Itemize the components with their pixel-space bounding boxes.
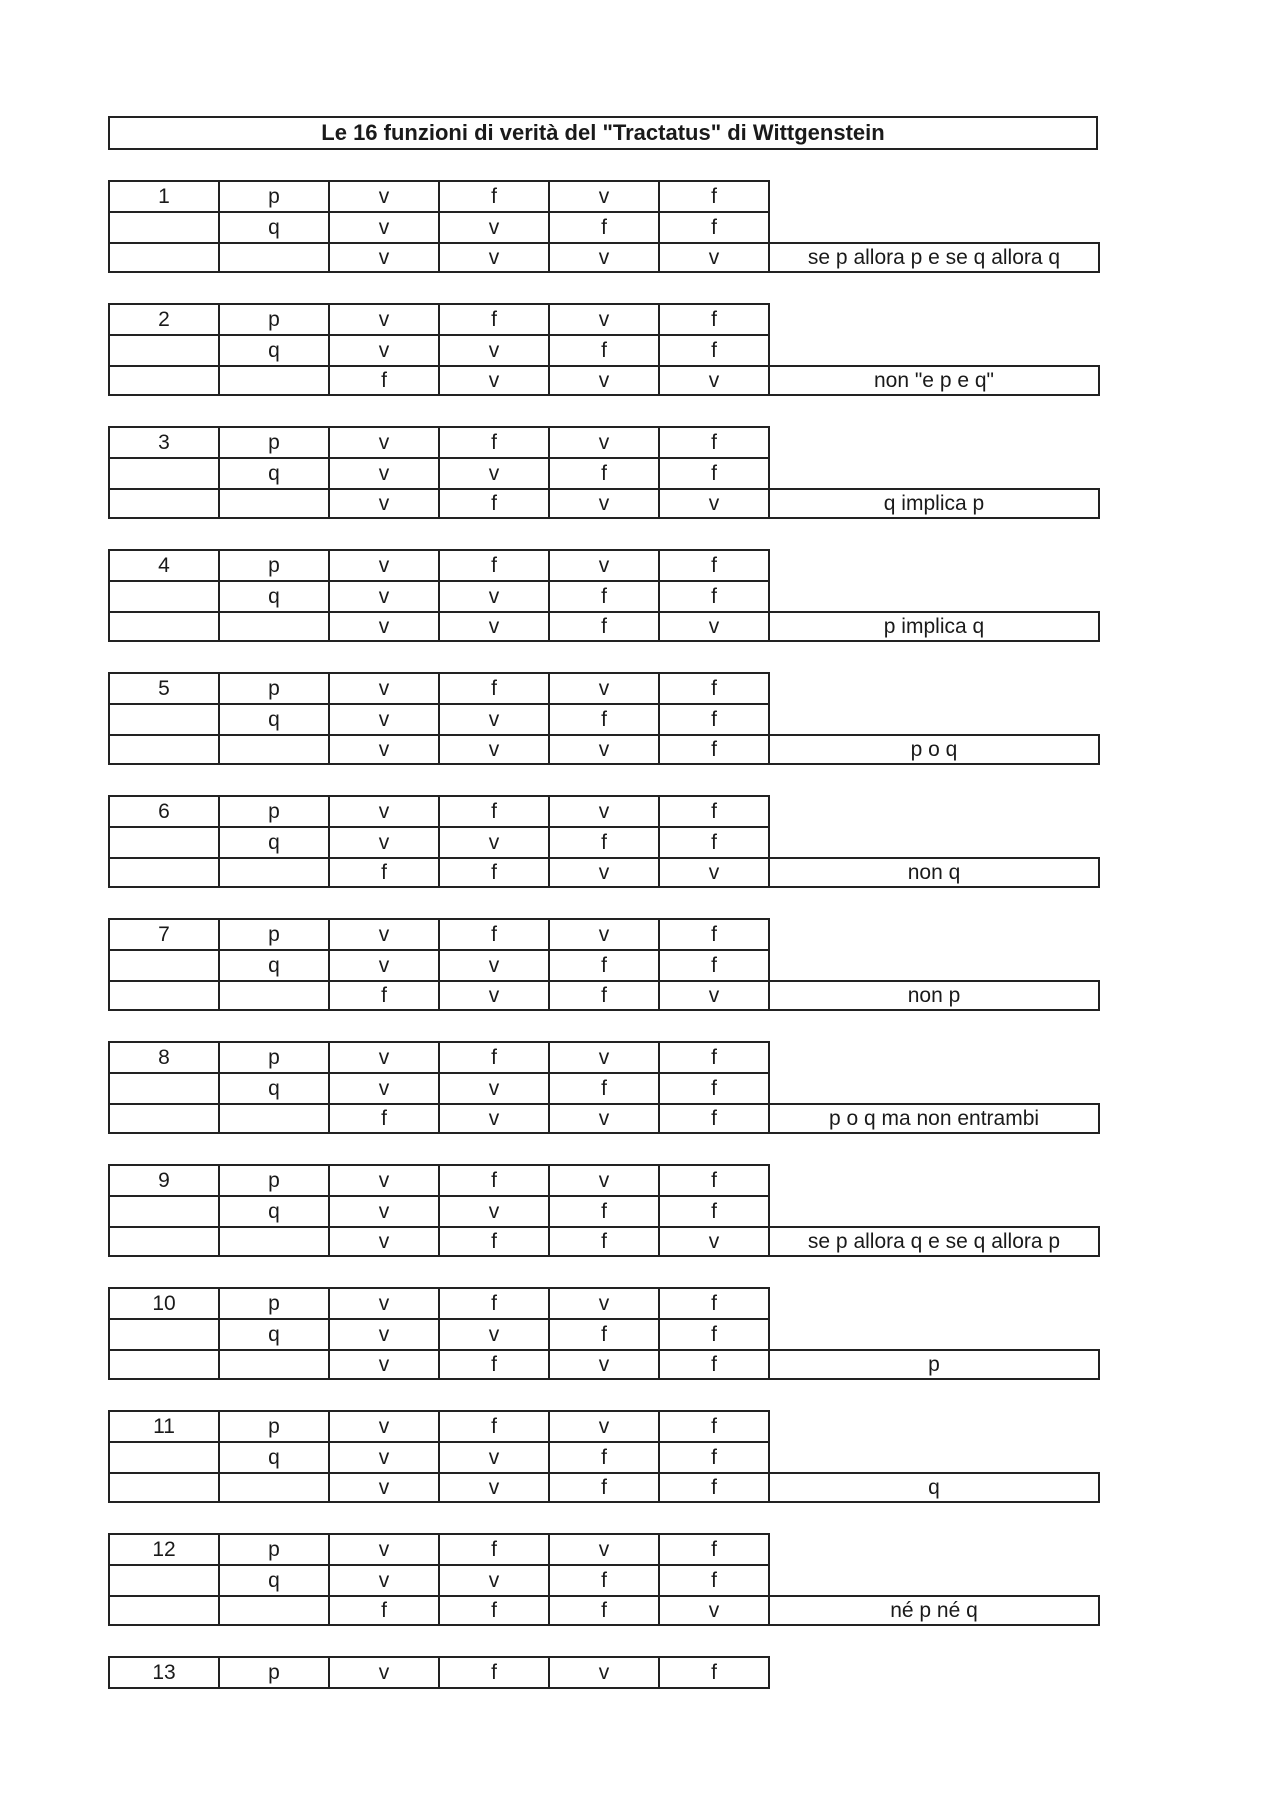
p-value: f [438,426,550,459]
table-cell-empty [218,1349,330,1380]
result-value: v [328,1226,440,1257]
p-value: v [548,1410,660,1443]
table-cell-empty [218,734,330,765]
p-value: f [658,1533,770,1566]
p-value: v [328,426,440,459]
table-cell-empty [108,1564,220,1597]
p-value: v [328,672,440,705]
table-cell-empty [108,1318,220,1351]
q-value: v [438,703,550,736]
p-value: v [548,426,660,459]
truth-table-10 [108,1287,1100,1380]
result-value: v [438,980,550,1011]
table-cell-empty [218,980,330,1011]
table-cell-empty [108,734,220,765]
p-value: v [328,1041,440,1074]
function-description: non p [768,980,1100,1011]
result-value: v [658,1226,770,1257]
p-value: v [328,549,440,582]
q-value: f [658,580,770,613]
p-label: p [218,1041,330,1074]
p-value: f [658,1041,770,1074]
table-number: 8 [108,1041,220,1074]
q-value: f [548,211,660,244]
q-value: v [328,334,440,367]
p-value: f [658,1656,770,1689]
q-value: f [548,580,660,613]
result-value: v [658,611,770,642]
table-cell-empty [108,457,220,490]
p-label: p [218,1164,330,1197]
function-description: p o q [768,734,1100,765]
p-value: f [438,1410,550,1443]
p-value: v [328,1410,440,1443]
table-number: 12 [108,1533,220,1566]
q-label: q [218,703,330,736]
table-cell-empty [218,611,330,642]
p-value: v [328,180,440,213]
result-value: v [658,242,770,273]
table-cell-empty [218,1472,330,1503]
result-value: v [658,488,770,519]
table-number: 4 [108,549,220,582]
result-value: f [548,980,660,1011]
p-value: v [548,672,660,705]
q-label: q [218,1318,330,1351]
result-value: v [328,1472,440,1503]
p-value: f [438,180,550,213]
p-label: p [218,1410,330,1443]
q-value: v [328,1441,440,1474]
q-value: v [328,1072,440,1105]
result-value: f [658,1472,770,1503]
table-cell-empty [108,334,220,367]
q-value: v [438,949,550,982]
p-label: p [218,303,330,336]
q-label: q [218,1564,330,1597]
q-value: v [438,1564,550,1597]
table-cell-empty [218,1595,330,1626]
p-label: p [218,672,330,705]
table-cell-empty [108,1226,220,1257]
table-cell-empty [108,703,220,736]
p-value: f [438,549,550,582]
table-number: 10 [108,1287,220,1320]
truth-table-9 [108,1164,1100,1257]
p-value: f [658,180,770,213]
truth-table-12 [108,1533,1100,1626]
function-description: q [768,1472,1100,1503]
p-label: p [218,1533,330,1566]
q-label: q [218,1072,330,1105]
q-label: q [218,1195,330,1228]
p-value: v [328,1164,440,1197]
q-value: v [438,1195,550,1228]
page-title: Le 16 funzioni di verità del "Tractatus" di Wittgenstein [108,116,1098,150]
result-value: f [548,1595,660,1626]
q-value: f [658,949,770,982]
q-label: q [218,949,330,982]
table-cell-empty [108,1072,220,1105]
result-value: v [438,365,550,396]
q-value: f [548,334,660,367]
q-value: v [438,211,550,244]
p-value: v [328,795,440,828]
result-value: v [548,857,660,888]
result-value: f [658,734,770,765]
truth-table-4 [108,549,1100,642]
p-value: f [438,1164,550,1197]
table-number: 2 [108,303,220,336]
q-value: v [328,1318,440,1351]
result-value: v [328,488,440,519]
p-value: f [658,672,770,705]
p-value: f [438,1656,550,1689]
q-value: f [658,826,770,859]
truth-table-11 [108,1410,1100,1503]
result-value: f [658,1349,770,1380]
q-value: v [438,580,550,613]
q-value: f [658,1072,770,1105]
q-value: v [438,457,550,490]
p-label: p [218,1287,330,1320]
q-value: f [658,1441,770,1474]
table-cell-empty [108,826,220,859]
result-value: f [438,1349,550,1380]
p-value: v [548,1533,660,1566]
p-label: p [218,918,330,951]
q-value: v [328,949,440,982]
q-value: v [438,1441,550,1474]
truth-table-3 [108,426,1100,519]
result-value: f [548,1472,660,1503]
p-value: v [548,1656,660,1689]
q-label: q [218,457,330,490]
p-value: f [658,1164,770,1197]
table-cell-empty [218,365,330,396]
result-value: v [548,734,660,765]
p-value: v [548,549,660,582]
q-value: v [438,1072,550,1105]
q-label: q [218,826,330,859]
function-description: non "e p e q" [768,365,1100,396]
p-value: f [658,795,770,828]
p-value: f [658,1287,770,1320]
table-cell-empty [218,1103,330,1134]
result-value: f [328,1595,440,1626]
truth-table-6 [108,795,1100,888]
p-value: f [658,549,770,582]
result-value: v [548,242,660,273]
function-description: p o q ma non entrambi [768,1103,1100,1134]
function-description: né p né q [768,1595,1100,1626]
result-value: v [328,734,440,765]
p-value: v [328,1287,440,1320]
p-value: v [548,1041,660,1074]
p-value: v [328,1533,440,1566]
result-value: f [548,611,660,642]
result-value: v [658,980,770,1011]
q-value: v [328,826,440,859]
q-value: f [548,949,660,982]
result-value: v [658,365,770,396]
q-value: f [548,1318,660,1351]
q-value: v [438,334,550,367]
table-number: 5 [108,672,220,705]
table-number: 13 [108,1656,220,1689]
p-value: v [328,918,440,951]
p-label: p [218,180,330,213]
p-label: p [218,1656,330,1689]
table-number: 7 [108,918,220,951]
table-cell-empty [108,1441,220,1474]
table-number: 1 [108,180,220,213]
table-number: 11 [108,1410,220,1443]
table-cell-empty [108,949,220,982]
q-value: f [548,1072,660,1105]
result-value: v [328,611,440,642]
q-value: f [658,1195,770,1228]
q-value: v [328,1195,440,1228]
function-description: se p allora p e se q allora q [768,242,1100,273]
result-value: f [328,980,440,1011]
p-label: p [218,795,330,828]
result-value: v [658,857,770,888]
result-value: v [438,734,550,765]
result-value: v [438,1472,550,1503]
result-value: f [438,857,550,888]
q-value: f [658,457,770,490]
result-value: v [548,488,660,519]
q-value: v [438,826,550,859]
p-value: v [548,1164,660,1197]
function-description: p implica q [768,611,1100,642]
q-value: f [658,211,770,244]
table-cell-empty [218,857,330,888]
q-value: v [438,1318,550,1351]
p-value: v [328,303,440,336]
table-cell-empty [108,980,220,1011]
p-value: f [438,918,550,951]
p-label: p [218,549,330,582]
q-value: f [548,1195,660,1228]
table-cell-empty [108,365,220,396]
truth-table-7 [108,918,1100,1011]
p-value: v [328,1656,440,1689]
p-value: f [438,303,550,336]
result-value: v [438,611,550,642]
table-cell-empty [108,488,220,519]
result-value: v [328,242,440,273]
table-cell-empty [218,242,330,273]
table-cell-empty [108,1472,220,1503]
p-value: f [438,1533,550,1566]
q-value: f [548,1564,660,1597]
result-value: v [328,1349,440,1380]
q-value: v [328,580,440,613]
p-value: f [438,1041,550,1074]
q-label: q [218,334,330,367]
p-label: p [218,426,330,459]
p-value: f [438,1287,550,1320]
table-cell-empty [108,242,220,273]
truth-table-13 [108,1656,1100,1749]
result-value: f [328,365,440,396]
q-value: f [548,1441,660,1474]
p-value: f [658,303,770,336]
truth-table-2 [108,303,1100,396]
table-cell-empty [108,857,220,888]
table-number: 6 [108,795,220,828]
q-value: f [658,1318,770,1351]
table-cell-empty [108,611,220,642]
table-cell-empty [108,1349,220,1380]
q-value: v [328,211,440,244]
result-value: v [548,365,660,396]
p-value: f [438,672,550,705]
q-label: q [218,1441,330,1474]
table-number: 9 [108,1164,220,1197]
result-value: f [328,1103,440,1134]
truth-table-1 [108,180,1100,273]
q-value: f [548,826,660,859]
q-value: v [328,703,440,736]
p-value: v [548,795,660,828]
result-value: v [438,1103,550,1134]
result-value: f [548,1226,660,1257]
p-value: f [438,795,550,828]
truth-table-8 [108,1041,1100,1134]
q-label: q [218,580,330,613]
p-value: f [658,918,770,951]
p-value: v [548,1287,660,1320]
table-cell-empty [108,1195,220,1228]
table-cell-empty [108,211,220,244]
p-value: v [548,918,660,951]
result-value: f [658,1103,770,1134]
table-cell-empty [218,1226,330,1257]
function-description: p [768,1349,1100,1380]
table-number: 3 [108,426,220,459]
function-description: non q [768,857,1100,888]
table-cell-empty [218,488,330,519]
q-value: f [658,334,770,367]
q-value: v [328,457,440,490]
result-value: f [438,1226,550,1257]
q-label: q [218,211,330,244]
table-cell-empty [108,1103,220,1134]
result-value: v [658,1595,770,1626]
function-description: se p allora q e se q allora p [768,1226,1100,1257]
q-value: f [548,457,660,490]
table-cell-empty [108,580,220,613]
result-value: v [438,242,550,273]
p-value: f [658,1410,770,1443]
p-value: v [548,180,660,213]
result-value: f [438,1595,550,1626]
q-value: f [658,1564,770,1597]
p-value: v [548,303,660,336]
table-cell-empty [108,1595,220,1626]
q-value: f [548,703,660,736]
result-value: v [548,1349,660,1380]
q-value: f [658,703,770,736]
result-value: v [548,1103,660,1134]
p-value: f [658,426,770,459]
result-value: f [438,488,550,519]
result-value: f [328,857,440,888]
truth-table-5 [108,672,1100,765]
function-description: q implica p [768,488,1100,519]
q-value: v [328,1564,440,1597]
